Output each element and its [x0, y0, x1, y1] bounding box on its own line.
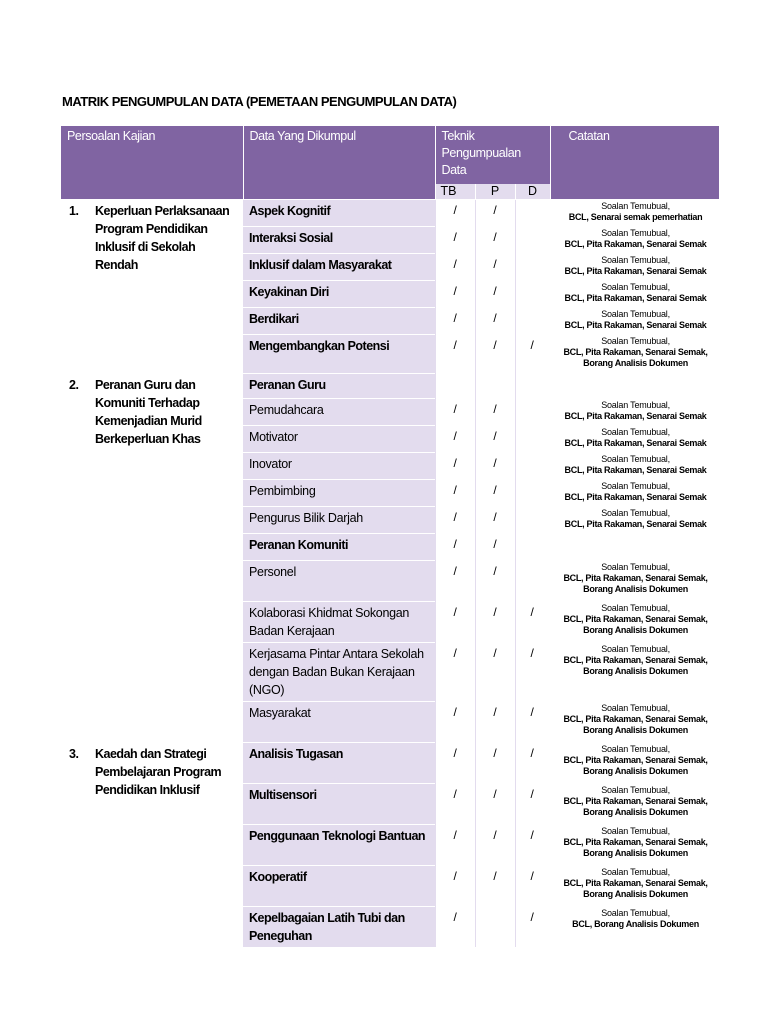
data-cell: Pembimbing [243, 480, 435, 507]
catatan-cell [550, 308, 719, 335]
mark-d [515, 374, 550, 399]
mark-tb: / [435, 866, 475, 907]
catatan-cell [550, 643, 719, 702]
mark-p: / [475, 534, 515, 561]
catatan-line: Soalan Temubual, [601, 867, 670, 877]
catatan-cell [550, 335, 719, 374]
data-cell: Pemudahcara [243, 399, 435, 426]
kajian-number: 3. [69, 747, 79, 761]
mark-tb: / [435, 784, 475, 825]
data-cell: Aspek Kognitif [243, 200, 435, 227]
mark-p: / [475, 602, 515, 643]
data-cell: Inklusif dalam Masyarakat [243, 254, 435, 281]
data-cell: Kolaborasi Khidmat Sokongan Badan Kerajaan [243, 602, 435, 643]
data-cell: Masyarakat [243, 702, 435, 743]
catatan-line: Soalan Temubual, [601, 744, 670, 754]
data-cell: Analisis Tugasan [243, 743, 435, 784]
catatan-line: Borang Analisis Dokumen [583, 807, 688, 817]
mark-p [475, 907, 515, 948]
catatan-line: Borang Analisis Dokumen [583, 666, 688, 676]
kajian-cell [61, 200, 243, 374]
catatan-line: Soalan Temubual, [601, 508, 670, 518]
mark-tb: / [435, 480, 475, 507]
table-row [61, 374, 719, 399]
catatan-line: Soalan Temubual, [601, 481, 670, 491]
data-cell: Keyakinan Diri [243, 281, 435, 308]
mark-d: / [515, 335, 550, 374]
catatan-line: Soalan Temubual, [601, 201, 670, 211]
kajian-text: Peranan Guru dan Komuniti Terhadap Kemenjadian Murid Berkeperluan Khas [95, 378, 202, 446]
data-cell: Kooperatif [243, 866, 435, 907]
mark-tb: / [435, 254, 475, 281]
catatan-line: BCL, Pita Rakaman, Senarai Semak, [563, 655, 708, 665]
kajian-number: 2. [69, 378, 79, 392]
mark-d: / [515, 825, 550, 866]
mark-d: / [515, 702, 550, 743]
catatan-line: Soalan Temubual, [601, 785, 670, 795]
mark-d [515, 480, 550, 507]
mark-tb: / [435, 426, 475, 453]
data-cell: Inovator [243, 453, 435, 480]
mark-tb: / [435, 825, 475, 866]
catatan-line: Borang Analisis Dokumen [583, 725, 688, 735]
mark-p: / [475, 643, 515, 702]
catatan-cell [550, 227, 719, 254]
catatan-line: Soalan Temubual, [601, 309, 670, 319]
mark-p: / [475, 308, 515, 335]
subheader-p: P [475, 184, 515, 200]
mark-p: / [475, 507, 515, 534]
mark-p: / [475, 825, 515, 866]
catatan-cell [550, 399, 719, 426]
mark-p: / [475, 399, 515, 426]
mark-d [515, 453, 550, 480]
mark-p: / [475, 200, 515, 227]
catatan-line: Soalan Temubual, [601, 282, 670, 292]
data-collection-matrix [61, 126, 719, 947]
mark-tb: / [435, 534, 475, 561]
catatan-cell [550, 426, 719, 453]
catatan-line: Soalan Temubual, [601, 454, 670, 464]
catatan-cell [550, 561, 719, 602]
mark-p: / [475, 480, 515, 507]
catatan-line: BCL, Pita Rakaman, Senarai Semak [564, 519, 707, 529]
mark-tb: / [435, 602, 475, 643]
catatan-line: Borang Analisis Dokumen [583, 584, 688, 594]
catatan-line: Soalan Temubual, [601, 228, 670, 238]
kajian-text: Keperluan Perlaksanaan Program Pendidikan Inklusif di Sekolah Rendah [95, 204, 230, 272]
subheader-blank-a [61, 184, 243, 200]
data-cell: Penggunaan Teknologi Bantuan [243, 825, 435, 866]
catatan-line: Soalan Temubual, [601, 826, 670, 836]
catatan-cell [550, 784, 719, 825]
subheader-blank-b [243, 184, 435, 200]
catatan-line: Soalan Temubual, [601, 562, 670, 572]
mark-d [515, 254, 550, 281]
data-cell: Peranan Guru [243, 374, 435, 399]
mark-tb: / [435, 743, 475, 784]
catatan-line: BCL, Pita Rakaman, Senarai Semak [564, 293, 707, 303]
catatan-cell [550, 825, 719, 866]
page-title: MATRIK PENGUMPULAN DATA (PEMETAAN PENGUMPULAN DATA) [62, 94, 457, 109]
catatan-cell [550, 534, 719, 561]
table-row [61, 743, 719, 784]
mark-tb: / [435, 702, 475, 743]
mark-tb: / [435, 643, 475, 702]
mark-p: / [475, 784, 515, 825]
data-cell: Peranan Komuniti [243, 534, 435, 561]
catatan-line: BCL, Pita Rakaman, Senarai Semak, [563, 347, 708, 357]
catatan-line: Soalan Temubual, [601, 644, 670, 654]
mark-tb: / [435, 453, 475, 480]
data-cell: Interaksi Sosial [243, 227, 435, 254]
mark-p: / [475, 743, 515, 784]
mark-tb: / [435, 335, 475, 374]
catatan-line: Borang Analisis Dokumen [583, 848, 688, 858]
catatan-line: BCL, Pita Rakaman, Senarai Semak [564, 492, 707, 502]
catatan-line: BCL, Borang Analisis Dokumen [572, 919, 699, 929]
mark-tb: / [435, 281, 475, 308]
mark-p: / [475, 426, 515, 453]
mark-d [515, 227, 550, 254]
mark-d [515, 281, 550, 308]
mark-tb: / [435, 399, 475, 426]
catatan-cell [550, 480, 719, 507]
catatan-line: BCL, Pita Rakaman, Senarai Semak [564, 411, 707, 421]
catatan-line: BCL, Pita Rakaman, Senarai Semak, [563, 714, 708, 724]
mark-p: / [475, 453, 515, 480]
data-cell: Kepelbagaian Latih Tubi dan Peneguhan [243, 907, 435, 948]
catatan-line: Soalan Temubual, [601, 336, 670, 346]
catatan-cell [550, 453, 719, 480]
catatan-line: BCL, Pita Rakaman, Senarai Semak [564, 438, 707, 448]
data-cell: Berdikari [243, 308, 435, 335]
mark-d [515, 534, 550, 561]
mark-p: / [475, 561, 515, 602]
catatan-line: Soalan Temubual, [601, 427, 670, 437]
catatan-line: Borang Analisis Dokumen [583, 625, 688, 635]
mark-p: / [475, 281, 515, 308]
catatan-cell [550, 507, 719, 534]
mark-p: / [475, 702, 515, 743]
kajian-item [61, 374, 243, 448]
header-catatan: Catatan [550, 126, 719, 184]
mark-d [515, 200, 550, 227]
kajian-text: Kaedah dan Strategi Pembelajaran Program Pendidikan Inklusif [95, 747, 222, 797]
kajian-item [61, 743, 243, 799]
mark-p: / [475, 227, 515, 254]
table-row [61, 200, 719, 227]
catatan-line: BCL, Pita Rakaman, Senarai Semak [564, 239, 707, 249]
mark-p [475, 374, 515, 399]
catatan-line: Borang Analisis Dokumen [583, 358, 688, 368]
catatan-line: Soalan Temubual, [601, 703, 670, 713]
kajian-number: 1. [69, 204, 79, 218]
catatan-cell [550, 907, 719, 948]
header-data: Data Yang Dikumpul [243, 126, 435, 184]
mark-tb: / [435, 227, 475, 254]
kajian-item [61, 200, 243, 274]
data-cell: Personel [243, 561, 435, 602]
mark-d [515, 308, 550, 335]
catatan-cell [550, 602, 719, 643]
catatan-line: Borang Analisis Dokumen [583, 766, 688, 776]
mark-p: / [475, 866, 515, 907]
mark-d: / [515, 602, 550, 643]
mark-tb: / [435, 507, 475, 534]
catatan-cell [550, 374, 719, 399]
catatan-line: BCL, Pita Rakaman, Senarai Semak, [563, 878, 708, 888]
mark-d [515, 426, 550, 453]
mark-p: / [475, 254, 515, 281]
matrix-body [61, 200, 719, 948]
subheader-tb: TB [435, 184, 475, 200]
mark-tb: / [435, 907, 475, 948]
catatan-line: BCL, Pita Rakaman, Senarai Semak, [563, 614, 708, 624]
catatan-cell [550, 254, 719, 281]
mark-d: / [515, 784, 550, 825]
mark-p: / [475, 335, 515, 374]
catatan-line: Soalan Temubual, [601, 603, 670, 613]
catatan-cell [550, 200, 719, 227]
data-cell: Pengurus Bilik Darjah [243, 507, 435, 534]
subheader-d: D [515, 184, 550, 200]
kajian-cell [61, 743, 243, 948]
header-persoalan: Persoalan Kajian [61, 126, 243, 184]
catatan-line: BCL, Pita Rakaman, Senarai Semak, [563, 755, 708, 765]
catatan-line: BCL, Pita Rakaman, Senarai Semak, [563, 837, 708, 847]
catatan-cell [550, 743, 719, 784]
data-cell: Kerjasama Pintar Antara Sekolah dengan Badan Bukan Kerajaan (NGO) [243, 643, 435, 702]
data-cell: Multisensori [243, 784, 435, 825]
catatan-line: BCL, Pita Rakaman, Senarai Semak [564, 320, 707, 330]
mark-d [515, 561, 550, 602]
catatan-line: Soalan Temubual, [601, 400, 670, 410]
catatan-line: Borang Analisis Dokumen [583, 889, 688, 899]
mark-tb: / [435, 308, 475, 335]
catatan-line: BCL, Pita Rakaman, Senarai Semak, [563, 573, 708, 583]
catatan-cell [550, 866, 719, 907]
kajian-cell [61, 374, 243, 743]
mark-tb [435, 374, 475, 399]
mark-d [515, 399, 550, 426]
header-row [61, 126, 719, 184]
header-teknik: Teknik Pengumpualan Data [435, 126, 550, 184]
mark-tb: / [435, 200, 475, 227]
subheader-blank-cat [550, 184, 719, 200]
catatan-line: BCL, Pita Rakaman, Senarai Semak [564, 465, 707, 475]
catatan-line: Soalan Temubual, [601, 908, 670, 918]
data-cell: Motivator [243, 426, 435, 453]
catatan-line: Soalan Temubual, [601, 255, 670, 265]
catatan-cell [550, 702, 719, 743]
subheader-row [61, 184, 719, 200]
catatan-cell [550, 281, 719, 308]
mark-d: / [515, 743, 550, 784]
catatan-line: BCL, Pita Rakaman, Senarai Semak [564, 266, 707, 276]
mark-d: / [515, 643, 550, 702]
data-cell: Mengembangkan Potensi [243, 335, 435, 374]
mark-d [515, 507, 550, 534]
catatan-line: BCL, Senarai semak pemerhatian [568, 212, 703, 222]
catatan-line: BCL, Pita Rakaman, Senarai Semak, [563, 796, 708, 806]
mark-d: / [515, 866, 550, 907]
mark-d: / [515, 907, 550, 948]
mark-tb: / [435, 561, 475, 602]
